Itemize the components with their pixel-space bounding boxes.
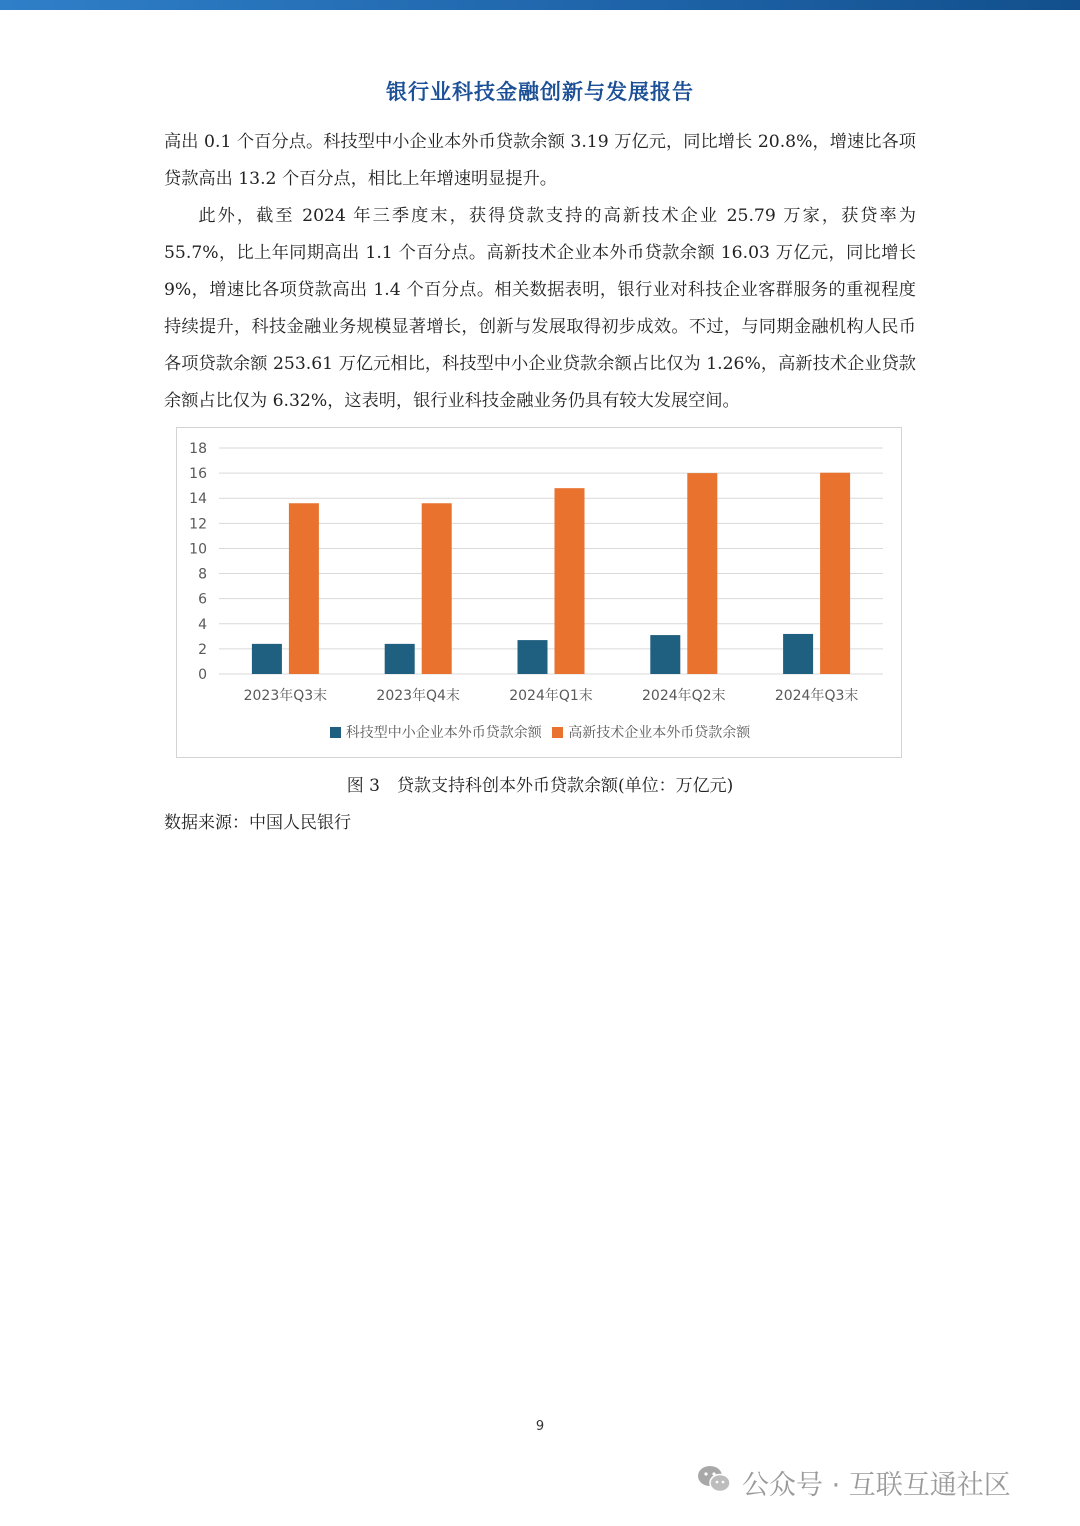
wechat-icon [696,1464,732,1501]
legend-item [552,722,750,742]
data-source: 数据来源：中国人民银行 [164,813,351,833]
y-tick-label: 0 [198,667,207,683]
bar-tech-sme [783,634,813,674]
y-tick-label: 16 [189,466,207,483]
bar-chart [176,427,902,758]
report-title: 银行业科技金融创新与发展报告 [386,80,694,104]
x-tick-label: 2024年Q3末 [774,688,859,704]
bar-high-tech [687,473,717,674]
bar-high-tech [422,503,452,674]
legend-label: 科技型中小企业本外币贷款余额 [345,725,542,741]
paragraph: 此外，截至 2024 年三季度末，获得贷款支持的高新技术企业 25.79 万家，获贷率为 55.7%，比上年同期高出 1.1 个百分点。高新技术企业本外币贷款余额 16.03 万亿元，同比增长 9%，增速比各项贷款高出 1.4 个百分点。相关数据表明，银行业对科技企业客群服务的重视程度持续提升，科技金融业务规模显著增长，创新与发展取得初步成效。不过，与同期金融机构人民币各项贷款余额 253.61 万亿元相比，科技型中小企业贷款余额占比仅为 1.26%，高新技术企业贷款余额占比仅为 6.32%，这表明，银行业科技金融业务仍具有较大发展空间。 [164,206,916,411]
chart-canvas [177,428,903,759]
bar-high-tech [289,503,319,674]
bar-tech-sme [518,640,548,674]
legend-swatch-blue [330,727,341,738]
bar-tech-sme [252,644,282,674]
legend-item [330,722,542,742]
y-tick-label: 8 [198,566,207,583]
y-tick-label: 18 [189,441,207,457]
paragraph: 高出 0.1 个百分点。科技型中小企业本外币贷款余额 3.19 万亿元，同比增长 20.8%，增速比各项贷款高出 13.2 个百分点，相比上年增速明显提升。 [164,132,916,189]
watermark [696,1460,1011,1504]
bar-high-tech [555,488,585,674]
x-tick-label: 2024年Q1末 [509,688,593,704]
legend-label: 高新技术企业本外币贷款余额 [568,725,751,741]
x-tick-label: 2023年Q3末 [243,688,328,704]
watermark-text: 公众号 · 互联互通社区 [742,1469,1011,1501]
x-tick-label: 2024年Q2末 [642,688,726,704]
page-number: 9 [535,1419,545,1434]
bar-high-tech [820,473,850,674]
figure-caption: 图 3 贷款支持科创本外币贷款余额(单位：万亿元) [346,776,734,796]
bar-tech-sme [650,635,680,674]
y-tick-label: 14 [189,491,207,508]
y-tick-label: 2 [198,641,207,658]
header-accent-bar [0,0,1080,10]
y-tick-label: 12 [189,516,207,533]
y-tick-label: 10 [189,541,207,558]
y-tick-label: 4 [198,616,207,633]
x-tick-label: 2023年Q4末 [376,688,460,704]
bar-tech-sme [385,644,415,674]
chart-legend [0,722,1080,742]
body-text [164,124,916,420]
y-tick-label: 6 [198,591,207,608]
legend-swatch-orange [552,727,563,738]
